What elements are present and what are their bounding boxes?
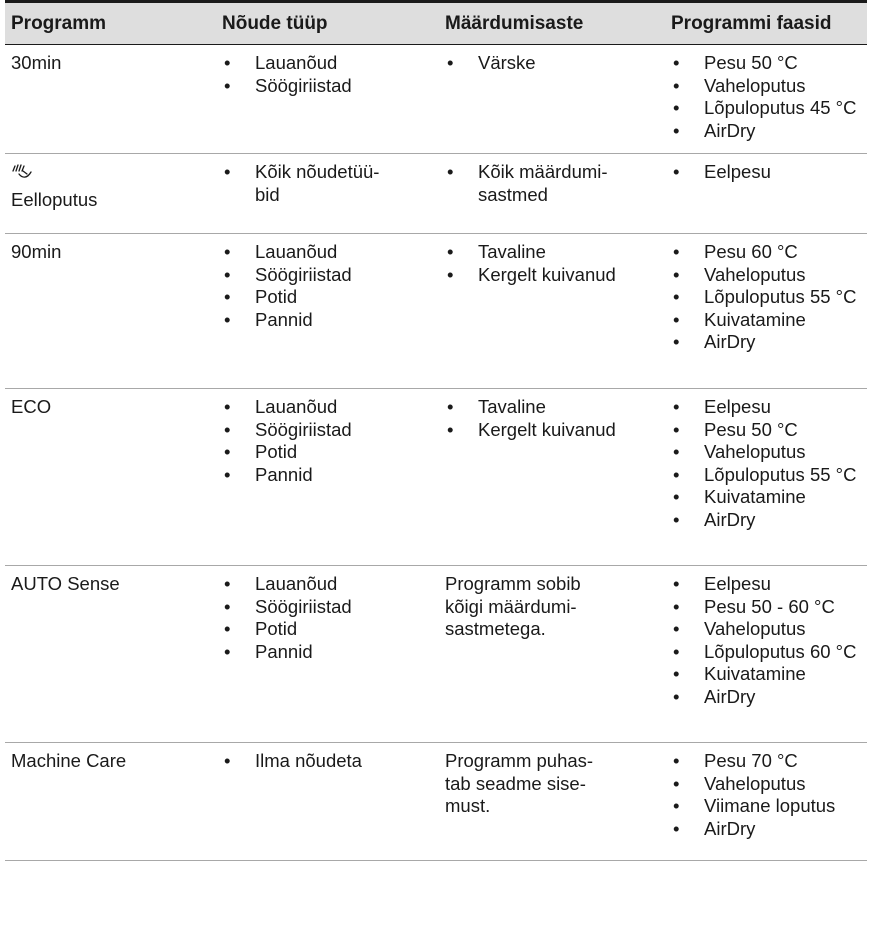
header-dish-type: Nõude tüüp <box>222 13 328 34</box>
list-item: • AirDry <box>671 686 861 709</box>
list-item: • Lõpuloputus 45 °C <box>671 97 861 120</box>
list-item: • Ilma nõudeta <box>222 750 433 773</box>
list-item: • Pesu 60 °C <box>671 241 861 264</box>
dish-type-list <box>222 52 433 97</box>
list-item: • Söögiriistad <box>222 264 433 287</box>
program-name: 30min <box>11 52 62 73</box>
soil-level-cell <box>439 743 665 860</box>
program-name: Machine Care <box>11 750 127 771</box>
soil-level-cell <box>439 154 665 233</box>
soil-level-list <box>445 52 659 75</box>
dish-type-cell <box>216 743 439 860</box>
dish-type-cell <box>216 154 439 233</box>
list-item: • Eelpesu <box>671 573 861 596</box>
soil-level-text: Programm sobib kõigi määrdumi- sastmetega. <box>445 573 581 639</box>
phases-list <box>671 161 861 184</box>
dish-type-cell <box>216 234 439 388</box>
table-row <box>5 566 867 743</box>
list-item: • Vaheloputus <box>671 773 861 796</box>
list-item: • Pannid <box>222 464 433 487</box>
list-item: • Söögiriistad <box>222 75 433 98</box>
phases-list <box>671 750 861 840</box>
list-item: • Tavaline <box>445 241 659 264</box>
phases-list <box>671 573 861 708</box>
table-row <box>5 45 867 154</box>
table-row <box>5 743 867 861</box>
pre-rinse-icon <box>11 161 210 189</box>
list-item: • Lauanõud <box>222 573 433 596</box>
list-item: • Vaheloputus <box>671 441 861 464</box>
list-item: • Eelpesu <box>671 396 861 419</box>
soil-level-list <box>445 396 659 441</box>
phases-cell <box>665 154 867 233</box>
list-item: • Lõpuloputus 55 °C <box>671 286 861 309</box>
program-name: ECO <box>11 396 52 417</box>
soil-level-cell <box>439 45 665 153</box>
list-item: • Vaheloputus <box>671 75 861 98</box>
list-item: • Potid <box>222 441 433 464</box>
list-item: • Värske <box>445 52 659 75</box>
list-item: • AirDry <box>671 331 861 354</box>
program-name: AUTO Sense <box>11 573 120 594</box>
list-item: • Kuivatamine <box>671 309 861 332</box>
program-name: Eelloputus <box>11 189 98 210</box>
phases-cell <box>665 566 867 742</box>
list-item: • Eelpesu <box>671 161 861 184</box>
soil-level-cell <box>439 566 665 742</box>
program-table <box>5 0 867 861</box>
list-item: • Kergelt kuivanud <box>445 264 659 287</box>
table-row <box>5 234 867 389</box>
list-item: • Potid <box>222 286 433 309</box>
header-phases: Programmi faasid <box>671 13 832 34</box>
soil-level-list <box>445 161 659 206</box>
list-item: • Söögiriistad <box>222 596 433 619</box>
list-item: • Pesu 50 - 60 °C <box>671 596 861 619</box>
program-cell <box>5 389 216 565</box>
dish-type-list <box>222 396 433 486</box>
list-item: • Tavaline <box>445 396 659 419</box>
list-item: • AirDry <box>671 818 861 841</box>
header-program: Programm <box>11 13 107 34</box>
program-cell <box>5 743 216 860</box>
phases-list <box>671 396 861 531</box>
list-item: • Pesu 70 °C <box>671 750 861 773</box>
soil-level-cell <box>439 389 665 565</box>
list-item: • Pesu 50 °C <box>671 52 861 75</box>
list-item: • Pannid <box>222 309 433 332</box>
list-item: • Kõik määrdumi- sastmed <box>445 161 659 206</box>
list-item: • Lauanõud <box>222 396 433 419</box>
list-item: • Kergelt kuivanud <box>445 419 659 442</box>
phases-cell <box>665 45 867 153</box>
phases-cell <box>665 743 867 860</box>
dish-type-list <box>222 750 433 773</box>
list-item: • Kuivatamine <box>671 486 861 509</box>
dish-type-cell <box>216 389 439 565</box>
soil-level-list <box>445 241 659 286</box>
list-item: • Pesu 50 °C <box>671 419 861 442</box>
phases-list <box>671 241 861 354</box>
phases-cell <box>665 389 867 565</box>
list-item: • Söögiriistad <box>222 419 433 442</box>
phases-list <box>671 52 861 142</box>
dish-type-list <box>222 241 433 331</box>
table-header-row <box>5 3 867 45</box>
dish-type-list <box>222 161 433 206</box>
list-item: • Lauanõud <box>222 52 433 75</box>
soil-level-cell <box>439 234 665 388</box>
dish-type-cell <box>216 45 439 153</box>
list-item: • AirDry <box>671 120 861 143</box>
program-cell <box>5 45 216 153</box>
program-name: 90min <box>11 241 62 262</box>
list-item: • Kõik nõudetüü- bid <box>222 161 433 206</box>
list-item: • Lauanõud <box>222 241 433 264</box>
list-item: • Lõpuloputus 55 °C <box>671 464 861 487</box>
program-cell <box>5 234 216 388</box>
table-row <box>5 154 867 234</box>
phases-cell <box>665 234 867 388</box>
header-soil-level: Määrdumisaste <box>445 13 584 34</box>
dish-type-list <box>222 573 433 663</box>
list-item: • Pannid <box>222 641 433 664</box>
dish-type-cell <box>216 566 439 742</box>
list-item: • AirDry <box>671 509 861 532</box>
list-item: • Kuivatamine <box>671 663 861 686</box>
list-item: • Viimane loputus <box>671 795 861 818</box>
list-item: • Lõpuloputus 60 °C <box>671 641 861 664</box>
soil-level-text: Programm puhas- tab seadme sise- must. <box>445 750 594 816</box>
table-row <box>5 389 867 566</box>
program-cell <box>5 566 216 742</box>
list-item: • Vaheloputus <box>671 618 861 641</box>
program-cell <box>5 154 216 233</box>
list-item: • Vaheloputus <box>671 264 861 287</box>
list-item: • Potid <box>222 618 433 641</box>
